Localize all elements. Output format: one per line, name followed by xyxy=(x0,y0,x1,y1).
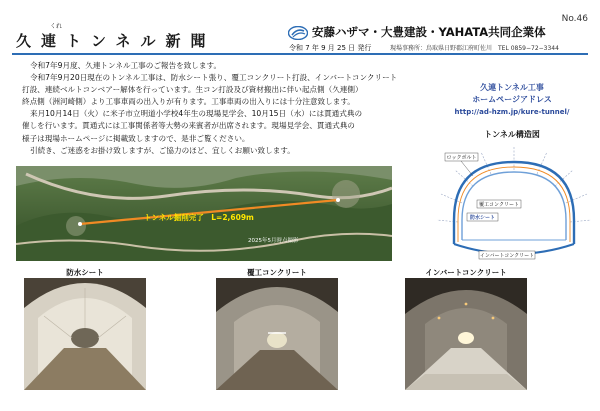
homepage-heading: ホームページアドレス xyxy=(472,95,552,104)
report-line: 来月10月14日（火）に米子市立明道小学校4年生の現場見学会、10月15日（水）には貫通式典の xyxy=(30,109,363,119)
masthead xyxy=(12,24,588,58)
invert-label: インバートコンクリート xyxy=(479,253,535,259)
company-name: 安藤ハザマ・大豊建設・YAHATA共同企業体 xyxy=(312,25,546,39)
masthead-rule xyxy=(12,53,588,55)
photo-label-waterproof: 防水シート xyxy=(66,268,104,277)
homepage-info xyxy=(436,82,588,118)
waterproof-label: 防水シート xyxy=(469,215,496,221)
report-line: 様子は現場ホームページに掲載致しますので、是非ご覧ください。 xyxy=(22,133,250,143)
report-line: 令和7年9月度、久連トンネル工事のご報告を致します。 xyxy=(30,61,222,70)
homepage-url-link[interactable]: http://ad-hzm.jp/kure-tunnel/ xyxy=(454,108,570,116)
photo-lining-concrete xyxy=(216,278,338,390)
photo-label-lining: 覆工コンクリート xyxy=(247,268,307,277)
report-line: 終点側（洲河崎側）より工事車両の出入りが有ります。工事車両の出入りには十分注意致します。 xyxy=(22,97,355,107)
newspaper-title: 久連トンネル新聞 xyxy=(16,32,216,50)
photo-waterproof-sheet xyxy=(24,278,146,390)
site-office-contact: 現場事務所：鳥取県日野郡江府町佐川 TEL 0859−72−3344 xyxy=(390,45,559,52)
tunnel-structure-diagram xyxy=(433,140,595,265)
aerial-photo xyxy=(16,166,392,261)
photo-date-stamp: 2025年5月時点撮影 xyxy=(248,238,299,244)
publication-date: 令和 7 年 9 月 25 日 発行 xyxy=(289,44,372,52)
report-line: 令和7年9月20日現在のトンネル工事は、防水シート張り、覆工コンクリート打設、インバートコンクリート xyxy=(30,73,398,83)
photo-label-invert: インバートコンクリート xyxy=(425,268,507,277)
lining-label: 覆工コンクリート xyxy=(479,202,519,208)
report-line: 引続き、ご迷惑をお掛け致しますが、ご協力のほど、宜しくお願い致します。 xyxy=(30,145,295,155)
title-ruby: くれ xyxy=(50,23,63,30)
diagram-title: トンネル構造図 xyxy=(484,130,540,139)
project-name: 久連トンネル工事 xyxy=(480,83,544,92)
rockbolt-label: ロックボルト xyxy=(446,155,477,161)
report-line: 催しを行います。貫通式には工事関係者等大勢の来賓者が出席されます。現場見学会、貫通式典の xyxy=(22,121,355,131)
photo-invert-concrete xyxy=(405,278,527,390)
report-line: 打設、連続ベルトコンベアー解体を行っています。生コン打設及び資材搬出に伴い起点側（久連側） xyxy=(22,85,363,95)
issue-number: No.46 xyxy=(561,14,588,24)
report-body xyxy=(22,60,422,157)
company-logo-icon xyxy=(288,26,308,40)
tunnel-caption: トンネル掘削完了 L=2,609m xyxy=(144,213,254,222)
